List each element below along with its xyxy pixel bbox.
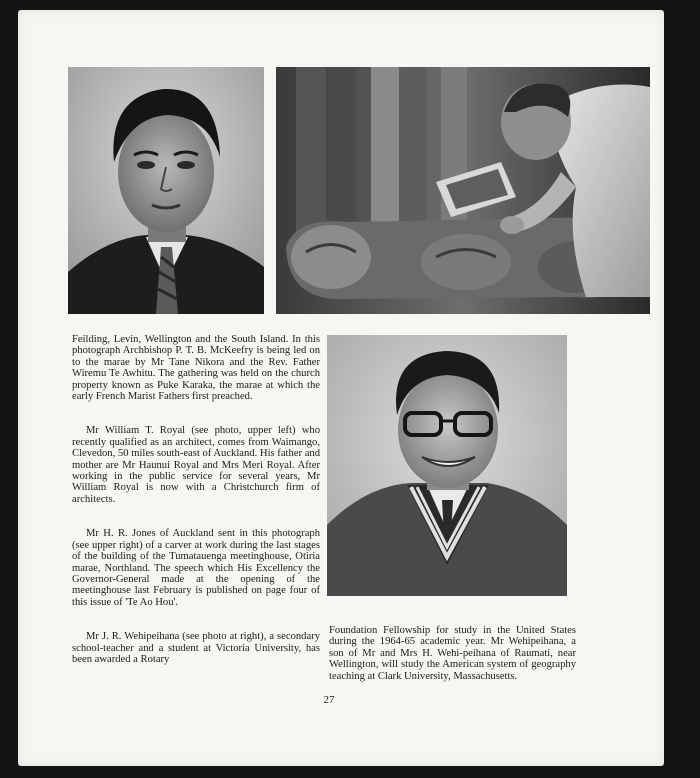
magazine-page xyxy=(18,10,664,766)
portrait-photo-wehipeihana xyxy=(327,335,567,596)
page-number: 27 xyxy=(323,694,335,706)
left-text-column xyxy=(72,334,320,688)
paragraph-fellowship: Foundation Fellowship for study in the United States during the 1964-65 academic year. Mr Wehipeihana, a son of Mr and Mrs H. Wehi-peihana of Raumati, near Wellington, will study the American system of geography teaching at Clark University, Massachusetts. xyxy=(329,625,576,682)
paragraph-carver-photo: Mr H. R. Jones of Auckland sent in this photograph (see upper right) of a carver at work during the last stages of the building of the Tumatauenga meetinghouse, Otiria marae, Northland. The speech which His Excellency the Governor-General made at the opening of the meetinghouse last February is published on page four of this issue of 'Te Ao Hou'. xyxy=(72,528,320,608)
carver-at-work-photo xyxy=(276,67,650,314)
right-text-column xyxy=(329,625,576,705)
paragraph-wehipeihana-intro: Mr J. R. Wehipeihana (see photo at right), a secondary school-teacher and a student at Victoria University, has been awarded a Rotary xyxy=(72,631,320,665)
portrait-photo-william-royal xyxy=(68,67,264,314)
paragraph-marae-gathering: Feilding, Levin, Wellington and the South Island. In this photograph Archbishop P. T. B. McKeefry is being led on to the marae by Mr Tane Nikora and the Rev. Father Wiremu Te Awhitu. The gathering was held on the church property known as Puke Karaka, the marae at which the early French Marist Fathers first preached. xyxy=(72,334,320,403)
paragraph-william-royal: Mr William T. Royal (see photo, upper left) who recently qualified as an architect, comes from Waimango, Clevedon, 50 miles south-east of Auckland. His father and mother are Mr Haunui Royal and Mrs Meri Royal. After working in the public service for several years, Mr William Royal is now with a Christchurch firm of architects. xyxy=(72,425,320,505)
